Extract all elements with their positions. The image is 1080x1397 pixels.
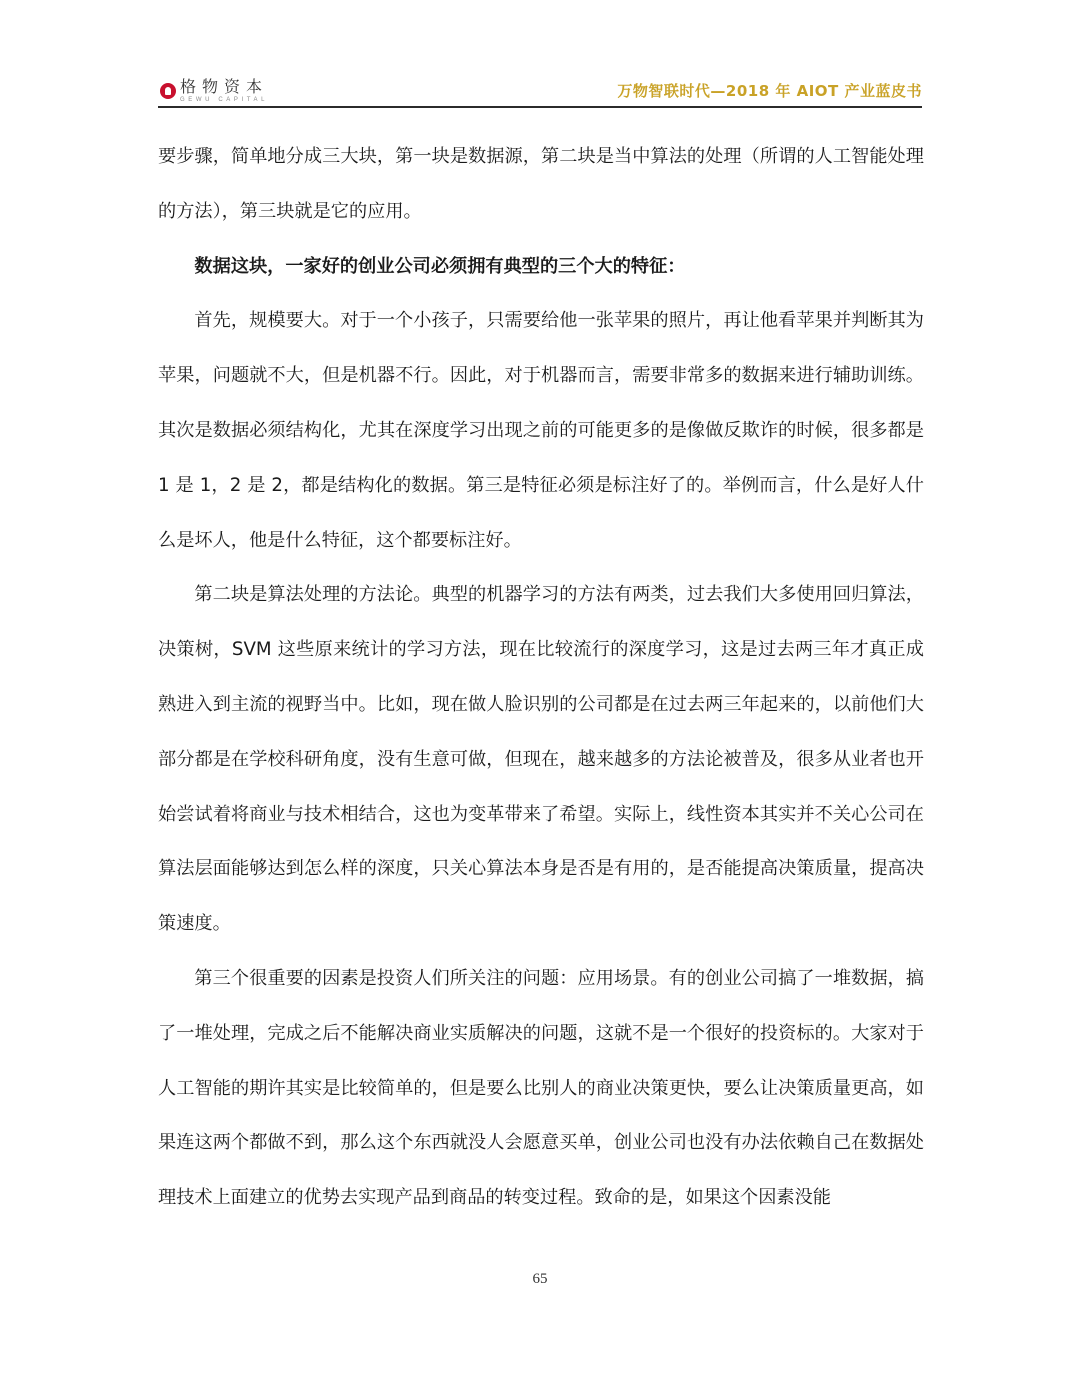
page-body xyxy=(158,130,924,1226)
paragraph: 第三个很重要的因素是投资人们所关注的问题：应用场景。有的创业公司搞了一堆数据，搞了一堆处理，完成之后不能解决商业实质解决的问题，这就不是一个很好的投资标的。大家对于人工智能的期许其实是比较简单的，但是要么比别人的商业决策更快，要么让决策质量更高，如果连这两个都做不到，那么这个东西就没人会愿意买单，创业公司也没有办法依赖自己在数据处理技术上面建立的优势去实现产品到商品的转变过程。致命的是，如果这个因素没能 xyxy=(158,967,924,1209)
document-title: 万物智联时代—2018 年 AIOT 产业蓝皮书 xyxy=(617,82,922,100)
paragraph: 首先，规模要大。对于一个小孩子，只需要给他一张苹果的照片，再让他看苹果并判断其为苹果，问题就不大，但是机器不行。因此，对于机器而言，需要非常多的数据来进行辅助训练。其次是数据必须结构化，尤其在深度学习出现之前的可能更多的是像做反欺诈的时候，很多都是 1 是 1，2 是 2，都是结构化的数据。第三是特征必须是标注好了的。举例而言，什么是好人什么是坏人，他是什么特征，这个都要标注好。 xyxy=(158,310,924,551)
logo-text xyxy=(180,79,268,103)
logo-name: 格物资本 xyxy=(180,77,269,96)
logo xyxy=(160,78,268,104)
paragraph: 要步骤，简单地分成三大块，第一块是数据源，第二块是当中算法的处理（所谓的人工智能处理的方法），第三块就是它的应用。 xyxy=(158,146,924,222)
logo-subtitle: GEWU CAPITAL xyxy=(180,97,269,103)
page-header xyxy=(158,72,922,108)
page-number: 65 xyxy=(532,1271,548,1287)
bold-paragraph: 数据这块，一家好的创业公司必须拥有典型的三个大的特征： xyxy=(194,255,686,277)
logo-mark-icon xyxy=(160,83,176,99)
paragraph: 第二块是算法处理的方法论。典型的机器学习的方法有两类，过去我们大多使用回归算法，决策树，SVM 这些原来统计的学习方法，现在比较流行的深度学习，这是过去两三年才真正成熟进入到主流的视野当中。比如，现在做人脸识别的公司都是在过去两三年起来的，以前他们大部分都是在学校科研角度，没有生意可做，但现在，越来越多的方法论被普及，很多从业者也开始尝试着将商业与技术相结合，这也为变革带来了希望。实际上，线性资本其实并不关心公司在算法层面能够达到怎么样的深度，只关心算法本身是否是有用的，是否能提高决策质量，提高决策速度。 xyxy=(158,584,924,935)
